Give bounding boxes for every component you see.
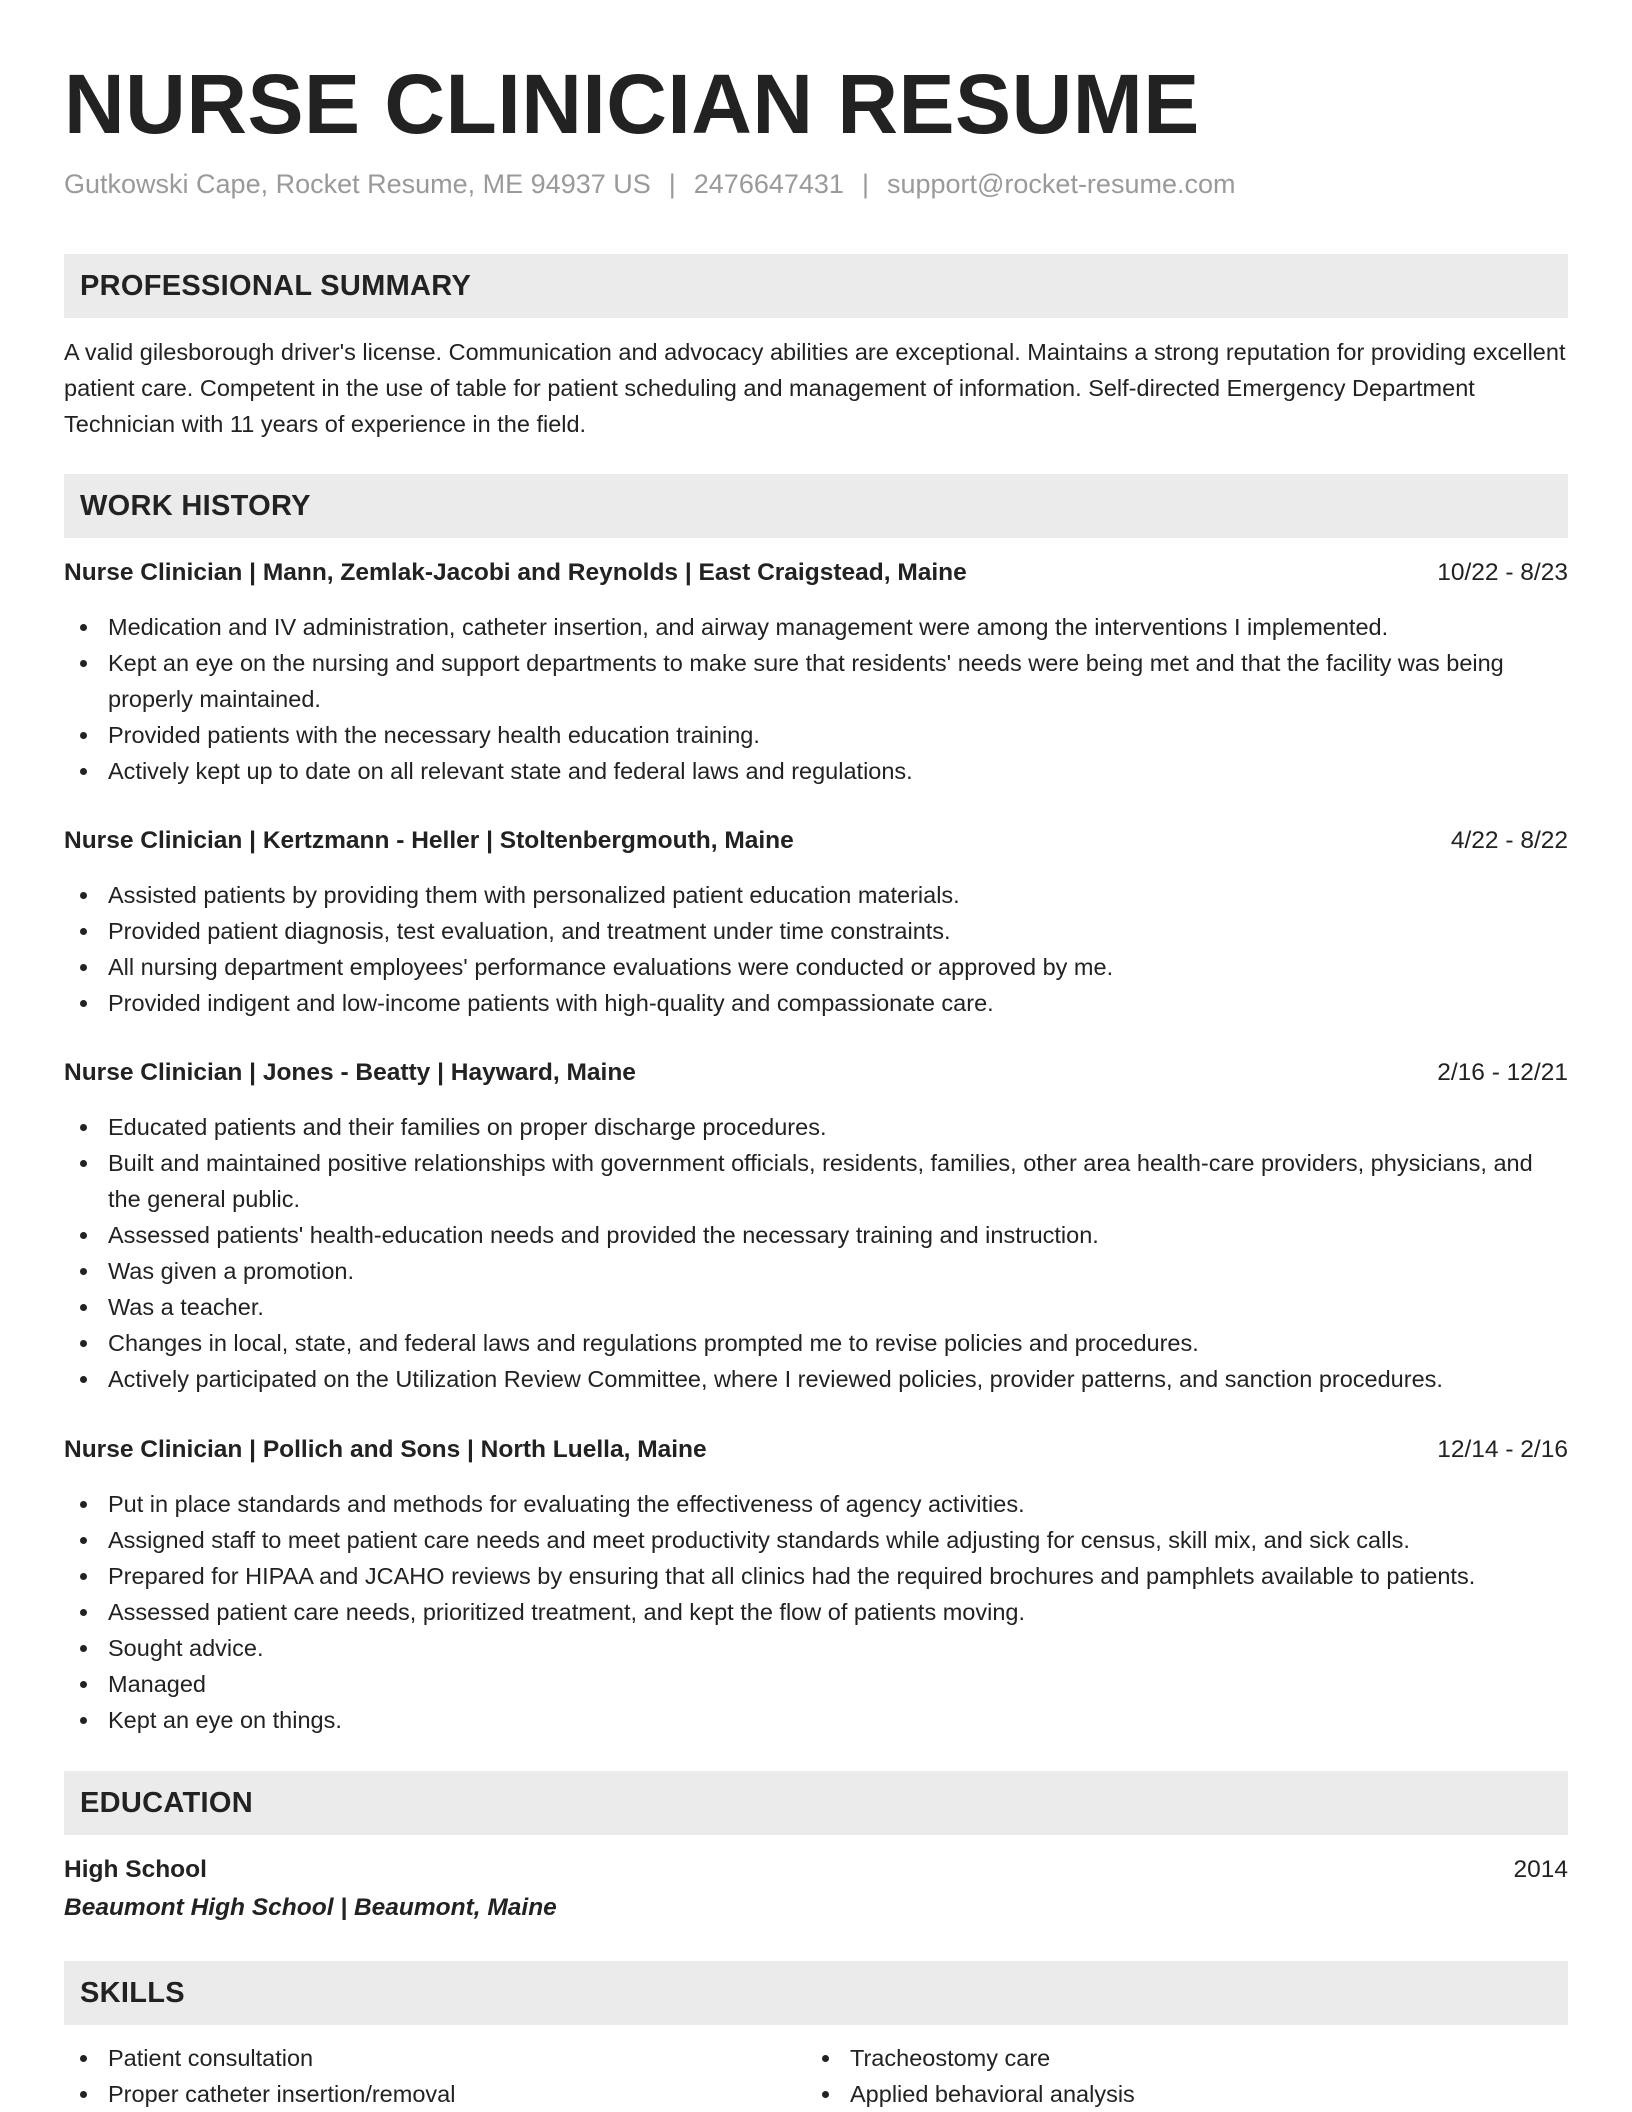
job-dates: 10/22 - 8/23: [1437, 559, 1568, 586]
skills-list: [64, 2040, 1568, 2112]
job-bullet: Provided indigent and low-income patients with high-quality and compassionate care.: [64, 985, 1568, 1021]
job-bullet: Provided patients with the necessary health education training.: [64, 717, 1568, 753]
job-bullets: [64, 609, 1568, 789]
job-bullet: Actively participated on the Utilization Review Committee, where I reviewed policies, provider patterns, and sanction procedures.: [64, 1361, 1568, 1397]
job-title: Nurse Clinician | Pollich and Sons | North Luella, Maine: [64, 1436, 707, 1463]
job-title: Nurse Clinician | Mann, Zemlak-Jacobi and Reynolds | East Craigstead, Maine: [64, 559, 967, 586]
contact-email: support@rocket-resume.com: [886, 169, 1236, 199]
job-bullet: Assigned staff to meet patient care needs and meet productivity standards while adjusting for census, skill mix, and sick calls.: [64, 1522, 1568, 1558]
skill-item: Applied behavioral analysis: [806, 2076, 1548, 2112]
contact-separator: |: [861, 169, 869, 199]
job-bullet: Built and maintained positive relationships with government officials, residents, families, other area health-care providers, physicians, and the general public.: [64, 1145, 1568, 1217]
contact-separator: |: [668, 169, 676, 199]
job-bullet: Was given a promotion.: [64, 1253, 1568, 1289]
job-dates: 4/22 - 8/22: [1450, 827, 1568, 854]
job-header: [64, 1055, 1568, 1091]
job-header: [64, 823, 1568, 859]
job-entry: [64, 1055, 1568, 1397]
contact-phone: 2476647431: [693, 169, 844, 199]
job-title: Nurse Clinician | Jones - Beatty | Hayward, Maine: [64, 1059, 636, 1086]
job-bullets: [64, 1486, 1568, 1738]
section-header-summary: PROFESSIONAL SUMMARY: [64, 254, 1568, 318]
job-bullet: Changes in local, state, and federal laws and regulations prompted me to revise policies and procedures.: [64, 1325, 1568, 1361]
job-bullet: Kept an eye on the nursing and support departments to make sure that residents' needs were being met and that the facility was being properly maintained.: [64, 645, 1568, 717]
job-bullet: Educated patients and their families on proper discharge procedures.: [64, 1109, 1568, 1145]
job-bullet: Sought advice.: [64, 1630, 1568, 1666]
job-header: [64, 1432, 1568, 1468]
job-entry: [64, 1432, 1568, 1738]
section-header-skills: SKILLS: [64, 1961, 1568, 2025]
contact-line: [64, 166, 1235, 202]
skill-item: Patient consultation: [64, 2040, 806, 2076]
skill-item: Proper catheter insertion/removal: [64, 2076, 806, 2112]
job-header: [64, 555, 1568, 591]
job-bullet: Was a teacher.: [64, 1289, 1568, 1325]
section-header-education: EDUCATION: [64, 1771, 1568, 1835]
contact-address: Gutkowski Cape, Rocket Resume, ME 94937 US: [64, 169, 651, 199]
education-header: [64, 1851, 1568, 1889]
job-bullet: Assisted patients by providing them with personalized patient education materials.: [64, 877, 1568, 913]
education-degree: High School: [64, 1856, 207, 1883]
summary-text: A valid gilesborough driver's license. Communication and advocacy abilities are exceptional. Maintains a strong reputation for providing excellent patient care. Competent in the use of table for patient scheduling and management of information. Self-directed Emergency Department Technician with 11 years of experience in the field.: [64, 339, 1566, 437]
job-dates: 12/14 - 2/16: [1437, 1436, 1568, 1463]
section-header-work-history: WORK HISTORY: [64, 474, 1568, 538]
education-year: 2014: [1513, 1856, 1568, 1883]
job-entry: [64, 823, 1568, 1021]
job-bullet: Provided patient diagnosis, test evaluation, and treatment under time constraints.: [64, 913, 1568, 949]
job-bullets: [64, 1109, 1568, 1397]
job-bullet: Managed: [64, 1666, 1568, 1702]
job-bullet: Put in place standards and methods for evaluating the effectiveness of agency activities.: [64, 1486, 1568, 1522]
job-title: Nurse Clinician | Kertzmann - Heller | Stoltenbergmouth, Maine: [64, 827, 794, 854]
resume-title: NURSE CLINICIAN RESUME: [64, 57, 1200, 151]
skills-column-left: [64, 2040, 806, 2112]
job-bullet: Actively kept up to date on all relevant state and federal laws and regulations.: [64, 753, 1568, 789]
job-bullet: Assessed patients' health-education needs and provided the necessary training and instruction.: [64, 1217, 1568, 1253]
skill-item: Tracheostomy care: [806, 2040, 1548, 2076]
job-bullet: Assessed patient care needs, prioritized treatment, and kept the flow of patients moving.: [64, 1594, 1568, 1630]
job-dates: 2/16 - 12/21: [1437, 1059, 1568, 1086]
education-entry: [64, 1851, 1568, 1927]
job-bullet: Prepared for HIPAA and JCAHO reviews by ensuring that all clinics had the required brochures and pamphlets available to patients.: [64, 1558, 1568, 1594]
job-bullet: All nursing department employees' performance evaluations were conducted or approved by me.: [64, 949, 1568, 985]
skills-column-right: [806, 2040, 1548, 2112]
job-bullet: Medication and IV administration, catheter insertion, and airway management were among the interventions I implemented.: [64, 609, 1568, 645]
job-entry: [64, 555, 1568, 789]
job-bullet: Kept an eye on things.: [64, 1702, 1568, 1738]
education-school: Beaumont High School | Beaumont, Maine: [64, 1894, 557, 1921]
job-bullets: [64, 877, 1568, 1021]
